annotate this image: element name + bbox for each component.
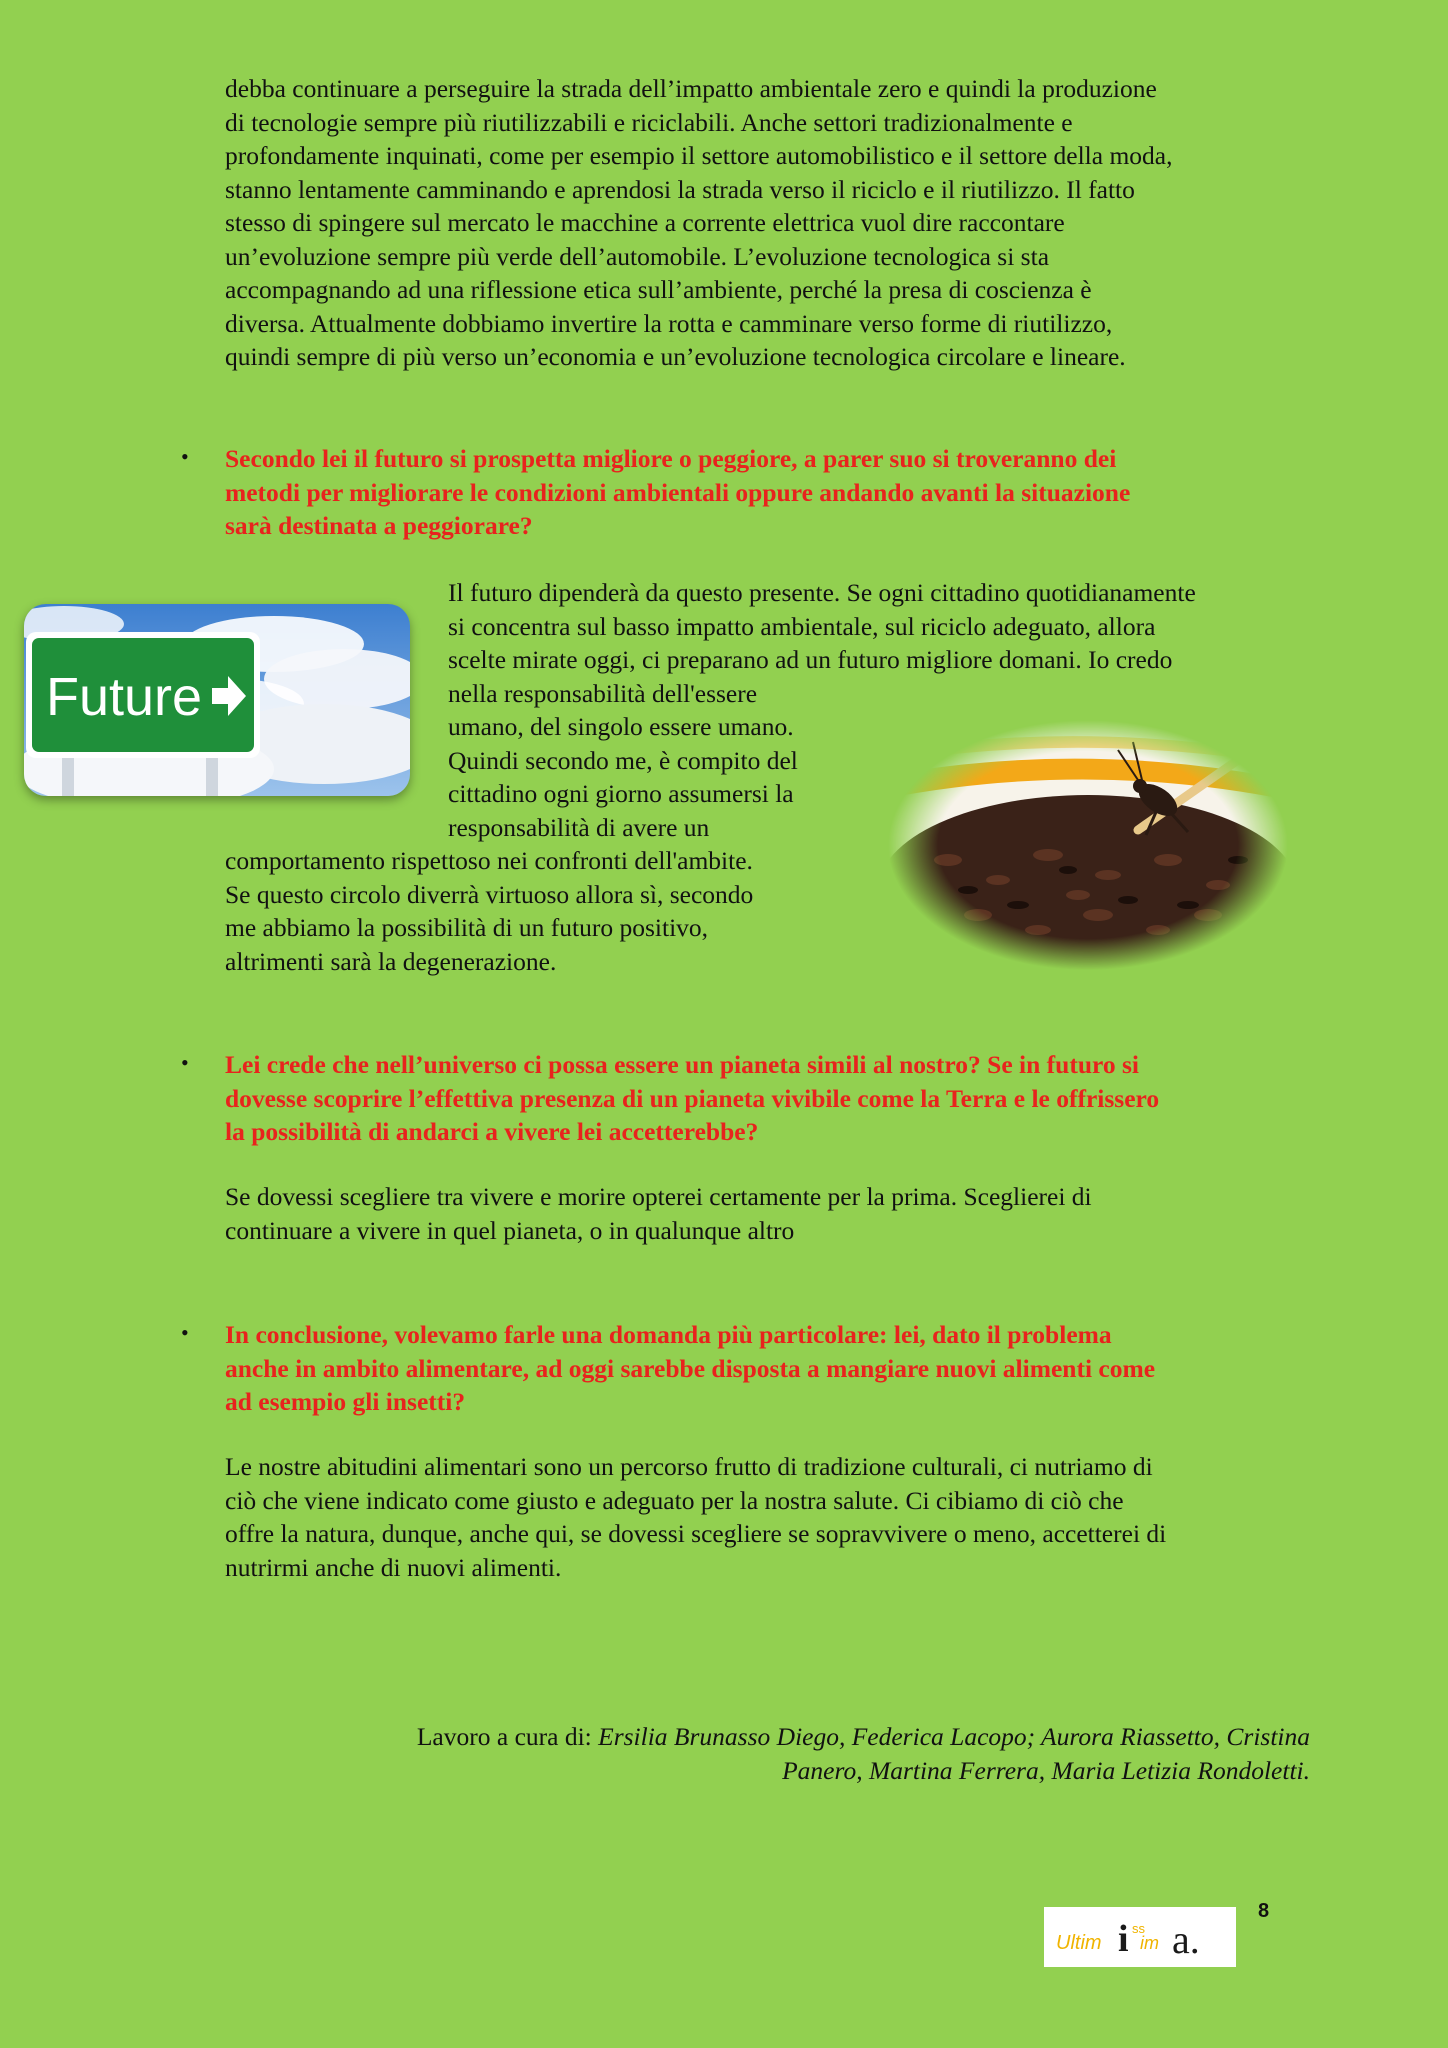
answer-line: me abbiamo la possibilità di un futuro positivo, <box>225 913 709 942</box>
question-line: Lei crede che nell’universo ci possa essere un pianeta simili al nostro? Se in futuro si <box>225 1050 1140 1079</box>
page-number: 8 <box>1258 1900 1270 1922</box>
intro-line: profondamente inquinati, come per esempio il settore automobilistico e il settore della moda, <box>225 141 1173 170</box>
svg-text:i: i <box>1118 1918 1129 1960</box>
question-line: sarà destinata a peggiorare? <box>225 511 533 540</box>
answer-3 <box>225 1450 1315 1584</box>
bullet-q3: • <box>181 1320 189 1345</box>
bullet-q2: • <box>181 1050 189 1075</box>
question-line: Secondo lei il futuro si prospetta migliore o peggiore, a parer suo si troveranno dei <box>225 444 1117 473</box>
intro-line: di tecnologie sempre più riutilizzabili e riciclabili. Anche settori tradizionalmente e <box>225 107 1073 137</box>
intro-line: quindi sempre di più verso un’economia e un’evoluzione tecnologica circolare e lineare. <box>225 342 1126 371</box>
insects-image <box>888 720 1288 970</box>
answer-line: Se dovessi scegliere tra vivere e morire opterei certamente per la prima. Sceglierei di <box>225 1182 1092 1211</box>
answer-line: nella responsabilità dell'essere <box>448 678 758 708</box>
svg-text:ss: ss <box>1132 1921 1145 1936</box>
answer-line: offre la natura, dunque, anche qui, se dovessi scegliere se sopravvivere o meno, accetterei di <box>225 1519 1167 1548</box>
answer-line: umano, del singolo essere umano. <box>448 712 794 741</box>
svg-text:Ultim: Ultim <box>1056 1932 1102 1954</box>
question-2 <box>225 1048 1315 1149</box>
credits-names-1: Ersilia Brunasso Diego, Federica Lacopo; Aurora Riassetto, Cristina <box>598 1722 1310 1751</box>
answer-line: Se questo circolo diverrà virtuoso allora sì, secondo <box>225 879 754 909</box>
answer-2 <box>225 1180 1315 1247</box>
answer-line: scelte mirate oggi, ci preparano ad un futuro migliore domani. Io credo <box>448 645 1173 674</box>
credits <box>417 1720 1310 1788</box>
intro-paragraph <box>225 72 1315 374</box>
question-1 <box>225 442 1315 543</box>
credits-line-2 <box>417 1754 1310 1788</box>
ultimissima-logo <box>1044 1907 1236 1967</box>
answer-1-bottom <box>225 844 865 978</box>
intro-line: stanno lentamente camminando e aprendosi la strada verso il riciclo e il riutilizzo. Il fatto <box>225 174 1135 204</box>
intro-line: stesso di spingere sul mercato le macchine a corrente elettrica vuol dire raccontare <box>225 208 1065 237</box>
question-line: metodi per migliorare le condizioni ambientali oppure andando avanti la situazione <box>225 477 1131 507</box>
svg-text:a.: a. <box>1172 1917 1200 1962</box>
credits-line-1 <box>417 1720 1310 1754</box>
credits-prefix: Lavoro a cura di: <box>416 1722 599 1751</box>
bullet-q1: • <box>181 444 189 469</box>
answer-line: comportamento rispettoso nei confronti dell'ambite. <box>225 846 753 875</box>
question-line: la possibilità di andarci a vivere lei accetterebbe? <box>225 1117 759 1146</box>
svg-text:im: im <box>1140 1933 1159 1953</box>
question-3 <box>225 1318 1315 1419</box>
answer-line: altrimenti sarà la degenerazione. <box>225 946 557 976</box>
intro-line: diversa. Attualmente dobbiamo invertire la rotta e camminare verso forme di riutilizzo, <box>225 308 1113 338</box>
answer-line: si concentra sul basso impatto ambientale, sul riciclo adeguato, allora <box>448 611 1156 641</box>
answer-line: Le nostre abitudini alimentari sono un percorso frutto di tradizione culturali, ci nutriamo di <box>225 1452 1153 1481</box>
credits-names-2: Panero, Martina Ferrera, Maria Letizia Rondoletti. <box>782 1756 1310 1785</box>
answer-line: ciò che viene indicato come giusto e adeguato per la nostra salute. Ci cibiamo di ciò che <box>225 1485 1124 1515</box>
answer-line: Il futuro dipenderà da questo presente. Se ogni cittadino quotidianamente <box>448 578 1196 607</box>
intro-line: debba continuare a perseguire la strada dell’impatto ambientale zero e quindi la produzione <box>225 74 1157 103</box>
intro-line: accompagnando ad una riflessione etica sull’ambiente, perché la presa di coscienza è <box>225 275 1092 304</box>
question-line: ad esempio gli insetti? <box>225 1387 466 1416</box>
question-line: dovesse scoprire l’effettiva presenza di un pianeta vivibile come la Terra e le offrissero <box>225 1083 1160 1113</box>
answer-line: cittadino ogni giorno assumersi la <box>448 779 794 808</box>
future-sign-image <box>24 604 410 796</box>
intro-line: un’evoluzione sempre più verde dell’automobile. L’evoluzione tecnologica si sta <box>225 241 1050 271</box>
answer-line: Quindi secondo me, è compito del <box>448 745 798 775</box>
future-sign-text: Future <box>46 667 203 727</box>
answer-line: continuare a vivere in quel pianeta, o in qualunque altro <box>225 1215 795 1245</box>
question-line: In conclusione, volevamo farle una domanda più particolare: lei, dato il problema <box>225 1320 1112 1349</box>
question-line: anche in ambito alimentare, ad oggi sarebbe disposta a mangiare nuovi alimenti come <box>225 1353 1156 1383</box>
answer-line: responsabilità di avere un <box>448 812 710 842</box>
answer-line: nutrirmi anche di nuovi alimenti. <box>225 1552 562 1582</box>
